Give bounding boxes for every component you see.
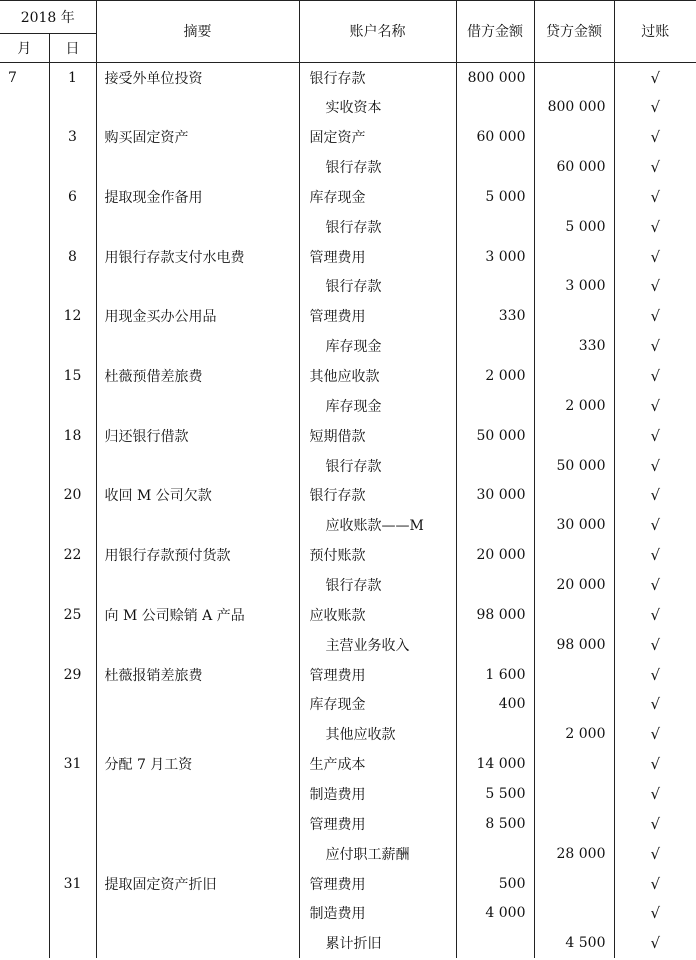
posted-check-cell: √	[614, 660, 696, 690]
posted-check-cell: √	[614, 63, 696, 93]
credit-cell	[534, 899, 614, 929]
credit-cell: 98 000	[534, 630, 614, 660]
table-row	[0, 660, 696, 690]
month-cell	[0, 809, 49, 839]
month-cell	[0, 391, 49, 421]
credit-cell: 330	[534, 331, 614, 361]
month-cell	[0, 630, 49, 660]
table-row	[0, 570, 696, 600]
debit-cell	[456, 451, 534, 481]
table-row	[0, 272, 696, 302]
debit-cell: 400	[456, 690, 534, 720]
month-cell	[0, 839, 49, 869]
table-body	[0, 63, 696, 959]
table-row	[0, 182, 696, 212]
table-header	[0, 0, 696, 63]
day-cell	[49, 809, 96, 839]
month-cell	[0, 122, 49, 152]
posted-check-cell: √	[614, 839, 696, 869]
posted-check-cell: √	[614, 421, 696, 451]
debit-cell: 5 500	[456, 779, 534, 809]
table-row	[0, 63, 696, 93]
summary-cell: 杜薇报销差旅费	[96, 660, 299, 690]
day-cell	[49, 391, 96, 421]
account-cell: 预付账款	[299, 540, 456, 570]
header-debit: 借方金额	[456, 0, 534, 63]
day-cell	[49, 570, 96, 600]
summary-cell: 用现金买办公用品	[96, 301, 299, 331]
credit-cell: 50 000	[534, 451, 614, 481]
credit-cell	[534, 361, 614, 391]
posted-check-cell: √	[614, 928, 696, 958]
account-cell: 其他应收款	[299, 719, 456, 749]
month-cell	[0, 182, 49, 212]
debit-cell: 60 000	[456, 122, 534, 152]
table-row	[0, 600, 696, 630]
day-cell	[49, 779, 96, 809]
debit-cell	[456, 212, 534, 242]
day-cell	[49, 839, 96, 869]
month-cell	[0, 152, 49, 182]
posted-check-cell: √	[614, 152, 696, 182]
month-cell	[0, 660, 49, 690]
table-row	[0, 869, 696, 899]
account-cell: 库存现金	[299, 391, 456, 421]
table-row	[0, 928, 696, 958]
credit-cell	[534, 182, 614, 212]
table-row	[0, 779, 696, 809]
summary-cell	[96, 899, 299, 929]
day-cell	[49, 451, 96, 481]
table-row	[0, 630, 696, 660]
posted-check-cell: √	[614, 869, 696, 899]
posted-check-cell: √	[614, 510, 696, 540]
posted-check-cell: √	[614, 570, 696, 600]
account-cell: 管理费用	[299, 809, 456, 839]
credit-cell	[534, 660, 614, 690]
account-cell: 管理费用	[299, 660, 456, 690]
credit-cell	[534, 779, 614, 809]
posted-check-cell: √	[614, 749, 696, 779]
account-cell: 管理费用	[299, 869, 456, 899]
credit-cell: 5 000	[534, 212, 614, 242]
posted-check-cell: √	[614, 182, 696, 212]
table-row	[0, 690, 696, 720]
day-cell: 31	[49, 869, 96, 899]
posted-check-cell: √	[614, 540, 696, 570]
table-row	[0, 510, 696, 540]
month-cell	[0, 779, 49, 809]
table-row	[0, 242, 696, 272]
summary-cell	[96, 212, 299, 242]
credit-cell	[534, 301, 614, 331]
debit-cell: 4 000	[456, 899, 534, 929]
posted-check-cell: √	[614, 690, 696, 720]
day-cell: 20	[49, 481, 96, 511]
month-cell	[0, 301, 49, 331]
debit-cell	[456, 331, 534, 361]
day-cell	[49, 92, 96, 122]
debit-cell	[456, 272, 534, 302]
month-cell	[0, 331, 49, 361]
credit-cell: 2 000	[534, 391, 614, 421]
account-cell: 固定资产	[299, 122, 456, 152]
day-cell	[49, 331, 96, 361]
debit-cell: 800 000	[456, 63, 534, 93]
month-cell	[0, 451, 49, 481]
day-cell: 3	[49, 122, 96, 152]
credit-cell: 60 000	[534, 152, 614, 182]
month-cell	[0, 272, 49, 302]
posted-check-cell: √	[614, 122, 696, 152]
account-cell: 制造费用	[299, 899, 456, 929]
day-cell	[49, 152, 96, 182]
table-row	[0, 481, 696, 511]
month-cell: 7	[8, 69, 17, 86]
account-cell: 主营业务收入	[299, 630, 456, 660]
summary-cell: 归还银行借款	[96, 421, 299, 451]
posted-check-cell: √	[614, 272, 696, 302]
month-cell	[0, 570, 49, 600]
summary-cell	[96, 839, 299, 869]
header-month: 月	[0, 34, 49, 63]
debit-cell: 3 000	[456, 242, 534, 272]
day-cell: 29	[49, 660, 96, 690]
credit-cell: 28 000	[534, 839, 614, 869]
account-cell: 银行存款	[299, 451, 456, 481]
header-posted: 过账	[614, 0, 696, 63]
account-cell: 实收资本	[299, 92, 456, 122]
day-cell: 25	[49, 600, 96, 630]
month-cell	[0, 421, 49, 451]
debit-cell	[456, 928, 534, 958]
debit-cell	[456, 719, 534, 749]
summary-cell	[96, 510, 299, 540]
summary-cell: 提取现金作备用	[96, 182, 299, 212]
summary-cell: 分配 7 月工资	[96, 749, 299, 779]
month-cell	[0, 899, 49, 929]
month-cell	[0, 92, 49, 122]
account-cell: 应收账款	[299, 600, 456, 630]
credit-cell	[534, 809, 614, 839]
posted-check-cell: √	[614, 242, 696, 272]
account-cell: 管理费用	[299, 242, 456, 272]
table-row	[0, 122, 696, 152]
posted-check-cell: √	[614, 809, 696, 839]
month-cell	[0, 510, 49, 540]
debit-cell: 330	[456, 301, 534, 331]
table-row	[0, 152, 696, 182]
debit-cell: 98 000	[456, 600, 534, 630]
credit-cell	[534, 749, 614, 779]
header-summary: 摘要	[96, 0, 299, 63]
posted-check-cell: √	[614, 600, 696, 630]
credit-cell	[534, 540, 614, 570]
account-cell: 库存现金	[299, 690, 456, 720]
posted-check-cell: √	[614, 331, 696, 361]
table-row	[0, 749, 696, 779]
month-cell	[0, 749, 49, 779]
day-cell	[49, 272, 96, 302]
debit-cell	[456, 570, 534, 600]
account-cell: 库存现金	[299, 182, 456, 212]
posted-check-cell: √	[614, 451, 696, 481]
debit-cell: 1 600	[456, 660, 534, 690]
debit-cell: 50 000	[456, 421, 534, 451]
credit-cell: 4 500	[534, 928, 614, 958]
day-cell	[49, 690, 96, 720]
debit-cell: 20 000	[456, 540, 534, 570]
table-row	[0, 899, 696, 929]
summary-cell	[96, 630, 299, 660]
summary-cell	[96, 809, 299, 839]
day-cell	[49, 719, 96, 749]
account-cell: 银行存款	[299, 272, 456, 302]
day-cell	[49, 630, 96, 660]
month-cell	[0, 690, 49, 720]
debit-cell: 30 000	[456, 481, 534, 511]
summary-cell: 收回 M 公司欠款	[96, 481, 299, 511]
posted-check-cell: √	[614, 779, 696, 809]
table-row	[0, 451, 696, 481]
table-row	[0, 361, 696, 391]
posted-check-cell: √	[614, 92, 696, 122]
account-cell: 银行存款	[299, 481, 456, 511]
day-cell	[49, 899, 96, 929]
account-cell: 管理费用	[299, 301, 456, 331]
day-cell: 31	[49, 749, 96, 779]
day-cell: 22	[49, 540, 96, 570]
summary-cell	[96, 391, 299, 421]
day-cell: 12	[49, 301, 96, 331]
posted-check-cell: √	[614, 481, 696, 511]
summary-cell	[96, 152, 299, 182]
day-cell: 8	[49, 242, 96, 272]
summary-cell	[96, 451, 299, 481]
month-cell	[0, 928, 49, 958]
table-row	[0, 839, 696, 869]
month-cell	[0, 242, 49, 272]
table-row	[0, 92, 696, 122]
month-cell	[0, 719, 49, 749]
day-cell	[49, 212, 96, 242]
month-cell	[0, 481, 49, 511]
credit-cell: 30 000	[534, 510, 614, 540]
credit-cell: 800 000	[534, 92, 614, 122]
posted-check-cell: √	[614, 719, 696, 749]
credit-cell	[534, 421, 614, 451]
day-cell	[49, 928, 96, 958]
posted-check-cell: √	[614, 301, 696, 331]
summary-cell: 用银行存款支付水电费	[96, 242, 299, 272]
month-cell	[0, 869, 49, 899]
month-cell	[0, 600, 49, 630]
month-cell	[0, 361, 49, 391]
summary-cell	[96, 272, 299, 302]
posted-check-cell: √	[614, 361, 696, 391]
account-cell: 银行存款	[299, 570, 456, 600]
summary-cell: 向 M 公司赊销 A 产品	[96, 600, 299, 630]
debit-cell	[456, 152, 534, 182]
credit-cell	[534, 242, 614, 272]
header-credit: 贷方金额	[534, 0, 614, 63]
account-cell: 应收账款——M	[299, 510, 456, 540]
debit-cell	[456, 510, 534, 540]
header-year: 2018 年	[0, 0, 96, 34]
day-cell: 1	[49, 63, 96, 93]
debit-cell: 8 500	[456, 809, 534, 839]
account-cell: 应付职工薪酬	[299, 839, 456, 869]
account-cell: 库存现金	[299, 331, 456, 361]
summary-cell	[96, 719, 299, 749]
day-cell: 6	[49, 182, 96, 212]
debit-cell: 5 000	[456, 182, 534, 212]
account-cell: 生产成本	[299, 749, 456, 779]
account-cell: 短期借款	[299, 421, 456, 451]
credit-cell: 3 000	[534, 272, 614, 302]
day-cell	[49, 510, 96, 540]
credit-cell	[534, 600, 614, 630]
debit-cell: 500	[456, 869, 534, 899]
table-row	[0, 331, 696, 361]
summary-cell: 用银行存款预付货款	[96, 540, 299, 570]
summary-cell: 提取固定资产折旧	[96, 869, 299, 899]
account-cell: 银行存款	[299, 152, 456, 182]
posted-check-cell: √	[614, 391, 696, 421]
account-cell: 制造费用	[299, 779, 456, 809]
account-cell: 累计折旧	[299, 928, 456, 958]
summary-cell	[96, 928, 299, 958]
month-cell	[0, 212, 49, 242]
table-row	[0, 540, 696, 570]
table-row	[0, 421, 696, 451]
day-cell: 18	[49, 421, 96, 451]
posted-check-cell: √	[614, 212, 696, 242]
table-row	[0, 212, 696, 242]
account-cell: 银行存款	[299, 63, 456, 93]
table-row	[0, 719, 696, 749]
account-cell: 其他应收款	[299, 361, 456, 391]
header-day: 日	[49, 34, 96, 63]
debit-cell	[456, 391, 534, 421]
summary-cell	[96, 570, 299, 600]
credit-cell	[534, 690, 614, 720]
table-row	[0, 391, 696, 421]
summary-cell: 杜薇预借差旅费	[96, 361, 299, 391]
summary-cell	[96, 92, 299, 122]
posted-check-cell: √	[614, 630, 696, 660]
summary-cell: 接受外单位投资	[96, 63, 299, 93]
summary-cell	[96, 779, 299, 809]
month-cell	[0, 540, 49, 570]
credit-cell	[534, 869, 614, 899]
summary-cell	[96, 690, 299, 720]
table-row	[0, 301, 696, 331]
credit-cell	[534, 122, 614, 152]
credit-cell	[534, 63, 614, 93]
debit-cell	[456, 839, 534, 869]
debit-cell	[456, 92, 534, 122]
summary-cell: 购买固定资产	[96, 122, 299, 152]
debit-cell	[456, 630, 534, 660]
credit-cell: 20 000	[534, 570, 614, 600]
summary-cell	[96, 331, 299, 361]
account-cell: 银行存款	[299, 212, 456, 242]
debit-cell: 14 000	[456, 749, 534, 779]
day-cell: 15	[49, 361, 96, 391]
table-row	[0, 809, 696, 839]
credit-cell	[534, 481, 614, 511]
credit-cell: 2 000	[534, 719, 614, 749]
debit-cell: 2 000	[456, 361, 534, 391]
header-account: 账户名称	[299, 0, 456, 63]
posted-check-cell: √	[614, 899, 696, 929]
